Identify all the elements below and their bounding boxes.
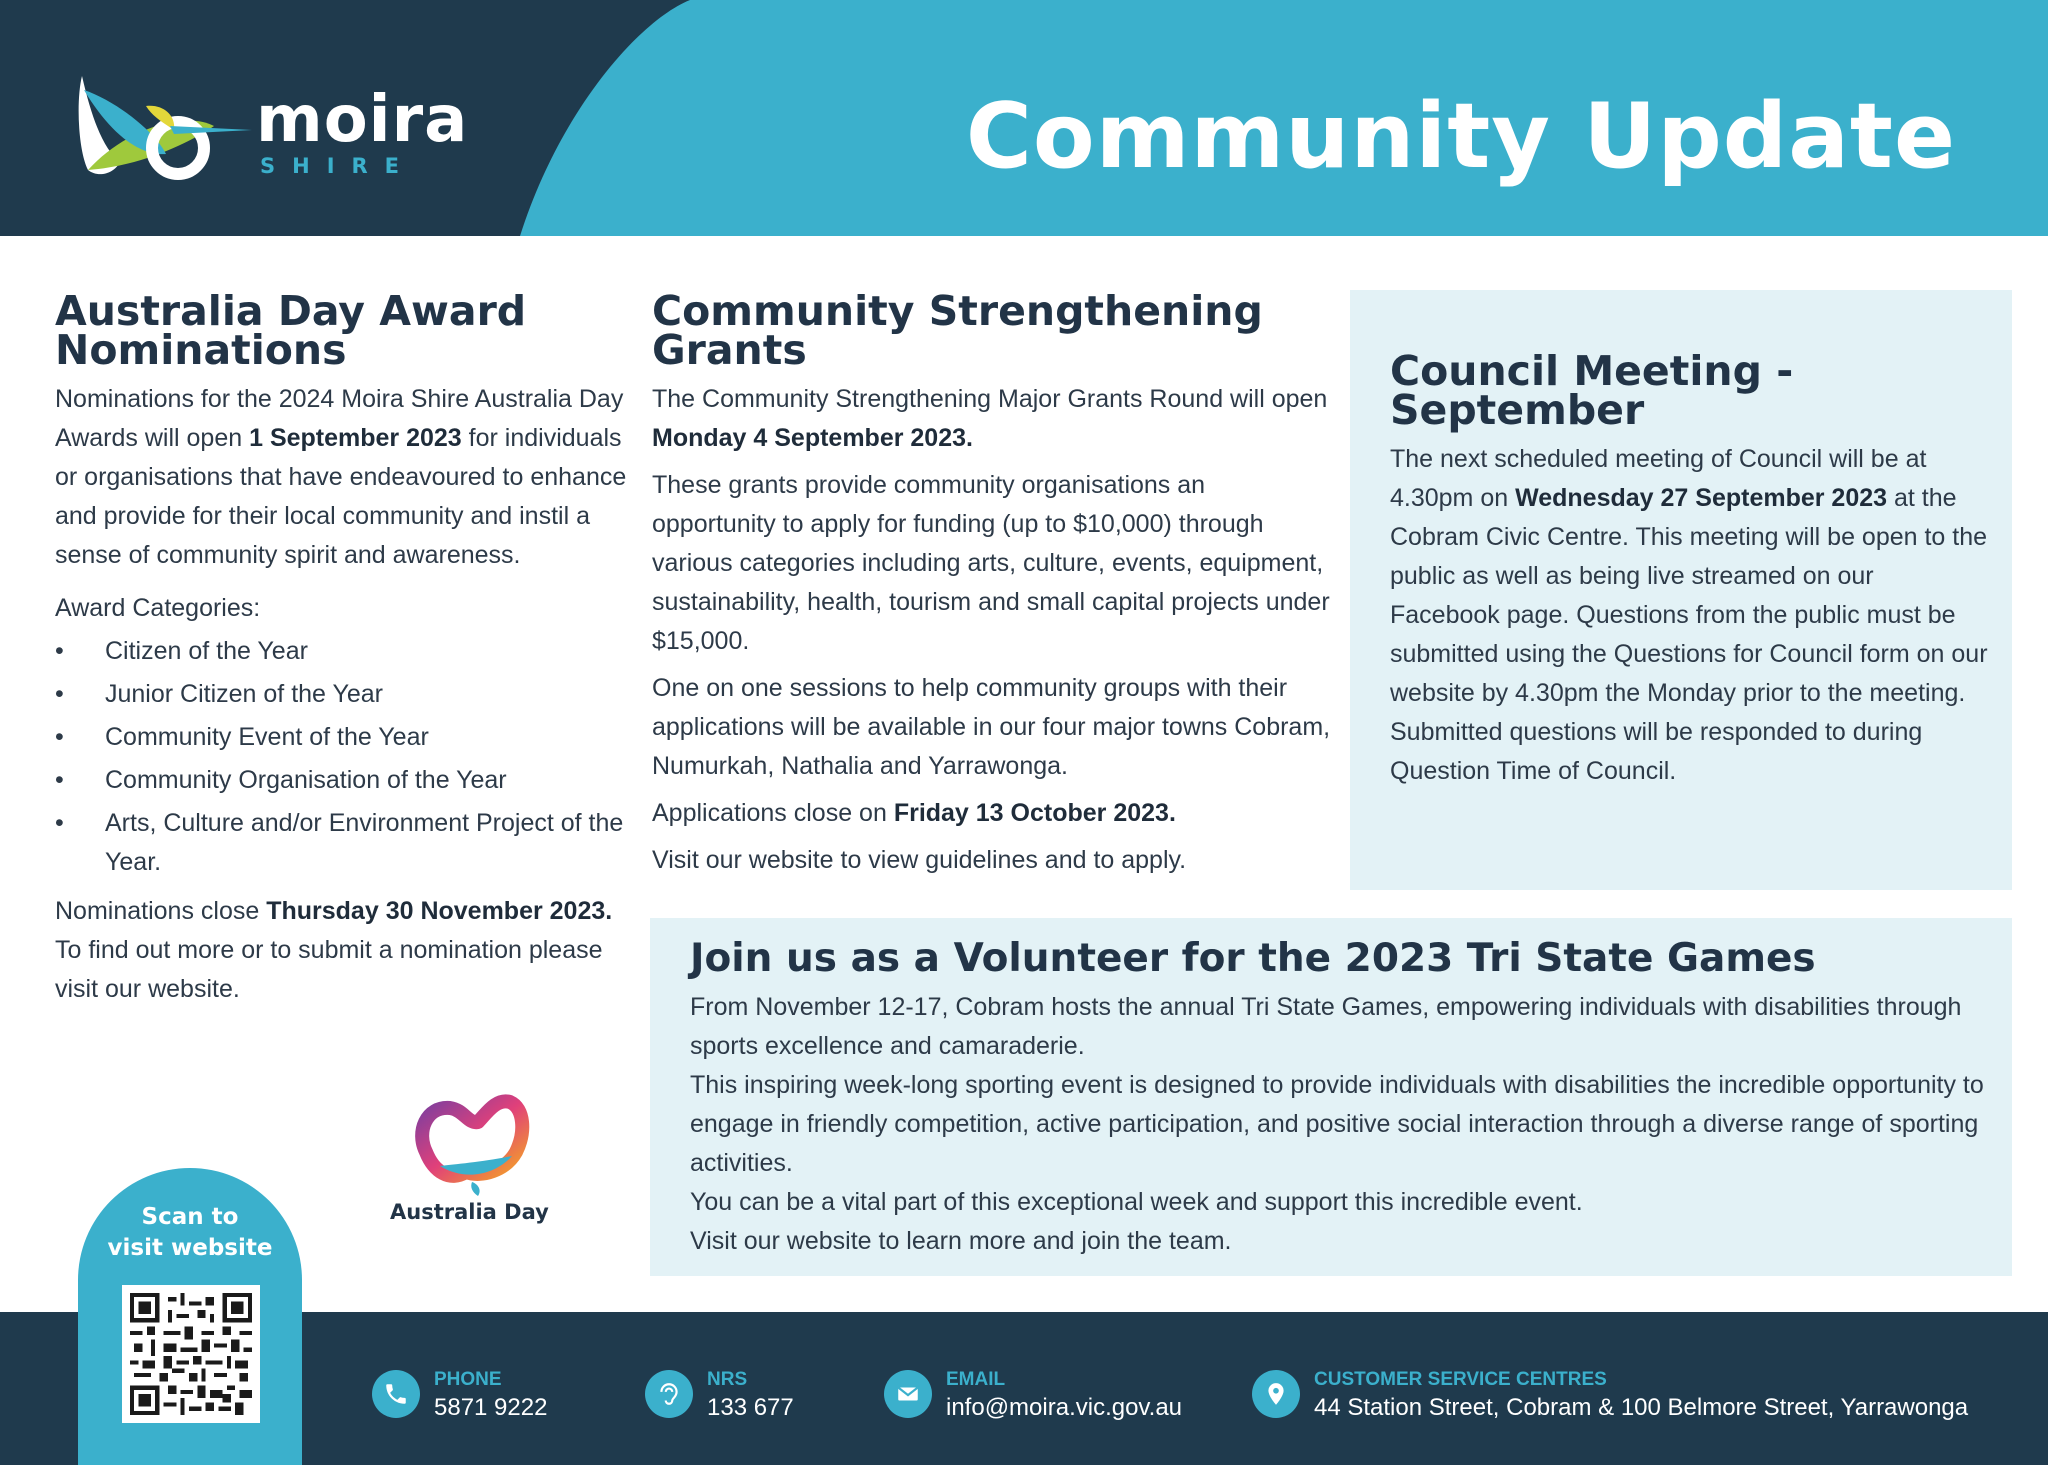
intro-open-date: 1 September 2023	[249, 424, 462, 452]
bullet-icon: •	[55, 766, 64, 794]
close-text-a: Nominations close	[55, 897, 267, 925]
australia-day-heading	[55, 287, 635, 374]
volunteer-line: Visit our website to learn more and join the team.	[690, 1227, 1232, 1255]
close-text-b: To find out more or to submit a nomination please visit our website.	[55, 936, 603, 1003]
council-text-b: at the Cobram Civic Centre. This meeting will be open to the public as well as being live streamed on our Facebook page. Questions from the public must be submitted using the Questions for Council form on our website by 4.30pm the Monday prior to the meeting. Submitted questions will be responded to during Question Time of Council.	[1390, 484, 1988, 785]
logo-subtitle: SHIRE	[260, 154, 417, 178]
grants-close-text: Applications close on	[652, 799, 894, 827]
bullet-icon: •	[55, 723, 64, 751]
page-title: Community Update	[965, 84, 1956, 189]
centres-value: 44 Station Street, Cobram & 100 Belmore Street, Yarrawonga	[1314, 1394, 1969, 1421]
nrs-value: 133 677	[707, 1394, 794, 1421]
qr-label	[78, 1202, 302, 1264]
grants-close	[652, 794, 1332, 833]
location-pin-icon	[1252, 1370, 1300, 1418]
bullet-icon: •	[55, 809, 64, 837]
qr-code-tab[interactable]	[78, 1168, 302, 1465]
grants-close-date: Friday 13 October 2023.	[893, 799, 1176, 827]
footer-contact-bar	[0, 1312, 2048, 1465]
grants-description: These grants provide community organisations an opportunity to apply for funding (up to $10,000) through various categories including arts, culture, events, equipment, sustainability, health, tourism and small capital projects under $15,000.	[652, 471, 1330, 655]
email-label: EMAIL	[946, 1369, 1006, 1390]
award-categories-heading: Award Categories:	[55, 594, 261, 622]
qr-label-line2: visit website	[107, 1235, 273, 1261]
grants-website: Visit our website to view guidelines and to apply.	[652, 846, 1187, 874]
volunteer-panel	[650, 918, 2012, 1276]
category-label: Junior Citizen of the Year	[105, 680, 383, 708]
intro-text-a: Nominations for the 2024 Moira Shire Australia Day Awards will open	[55, 385, 624, 452]
council-heading-line1: Council Meeting -	[1390, 347, 1794, 395]
grants-heading-line2: Grants	[652, 326, 807, 374]
email-icon	[884, 1370, 932, 1418]
category-label: Arts, Culture and/or Environment Project of the Year.	[105, 809, 624, 876]
bullet-icon: •	[55, 680, 64, 708]
logo-wordmark: moira	[256, 83, 469, 157]
moira-logo-mark-icon	[74, 70, 254, 180]
australia-day-intro	[55, 380, 635, 575]
header-banner	[0, 0, 2048, 236]
award-categories-list	[55, 632, 635, 882]
close-date: Thursday 30 November 2023.	[266, 897, 613, 925]
council-heading-line2: September	[1390, 386, 1645, 434]
council-heading	[1390, 347, 1990, 434]
grants-section	[652, 287, 1332, 880]
grants-open-date: Monday 4 September 2023.	[652, 424, 973, 452]
volunteer-heading: Join us as a Volunteer for the 2023 Tri State Games	[690, 936, 1816, 981]
intro-text-b: for individuals or organisations that have endeavoured to enhance and provide for their local community and instil a sense of community spirit and awareness.	[55, 424, 627, 569]
grants-open-text: The Community Strengthening Major Grants Round will open	[652, 385, 1328, 413]
australia-day-logo	[386, 1092, 566, 1232]
australia-day-section	[55, 287, 635, 1009]
moira-shire-logo[interactable]	[74, 62, 494, 192]
grants-heading-line1: Community Strengthening	[652, 287, 1263, 335]
grants-heading	[652, 287, 1332, 374]
australia-day-logo-label: Australia Day	[390, 1200, 549, 1224]
category-label: Community Organisation of the Year	[105, 766, 507, 794]
nominations-close	[55, 892, 635, 1009]
footer-phone[interactable]	[372, 1368, 547, 1424]
list-item	[55, 718, 635, 757]
phone-icon	[372, 1370, 420, 1418]
australia-day-map-icon	[386, 1092, 566, 1202]
volunteer-line: From November 12-17, Cobram hosts the annual Tri State Games, empowering individuals with disabilities through sports excellence and camaraderie.	[690, 993, 1962, 1060]
centres-label: CUSTOMER SERVICE CENTRES	[1314, 1369, 1607, 1390]
bullet-icon: •	[55, 637, 64, 665]
email-value: info@moira.vic.gov.au	[946, 1394, 1183, 1421]
category-label: Citizen of the Year	[105, 637, 308, 665]
qr-label-line1: Scan to	[141, 1204, 239, 1230]
australia-day-heading-line1: Australia Day Award	[55, 287, 527, 335]
list-item	[55, 632, 635, 671]
list-item	[55, 761, 635, 800]
council-text-a: The next scheduled meeting of Council will be at 4.30pm on	[1390, 445, 1927, 512]
category-label: Community Event of the Year	[105, 723, 429, 751]
nrs-label: NRS	[707, 1369, 748, 1390]
list-item	[55, 675, 635, 714]
grants-sessions: One on one sessions to help community groups with their applications will be available in our four major towns Cobram, Numurkah, Nathalia and Yarrawonga.	[652, 674, 1331, 780]
volunteer-line: You can be a vital part of this exceptional week and support this incredible event.	[690, 1188, 1583, 1216]
footer-email[interactable]	[884, 1368, 1182, 1424]
footer-nrs[interactable]	[645, 1368, 794, 1424]
hearing-icon	[645, 1370, 693, 1418]
council-meeting-date: Wednesday 27 September 2023	[1515, 484, 1888, 512]
phone-value: 5871 9222	[434, 1394, 548, 1421]
council-body	[1390, 440, 1990, 791]
australia-day-heading-line2: Nominations	[55, 326, 347, 374]
volunteer-line: This inspiring week-long sporting event is designed to provide individuals with disabilities the incredible opportunity to engage in friendly competition, active participation, and positive social interaction through a diverse range of sporting activities.	[690, 1071, 1984, 1177]
qr-code-icon[interactable]	[122, 1285, 260, 1423]
grants-open	[652, 380, 1332, 458]
phone-label: PHONE	[434, 1369, 502, 1390]
council-meeting-panel	[1350, 290, 2012, 890]
list-item	[55, 804, 635, 882]
footer-service-centres[interactable]	[1252, 1368, 1968, 1424]
